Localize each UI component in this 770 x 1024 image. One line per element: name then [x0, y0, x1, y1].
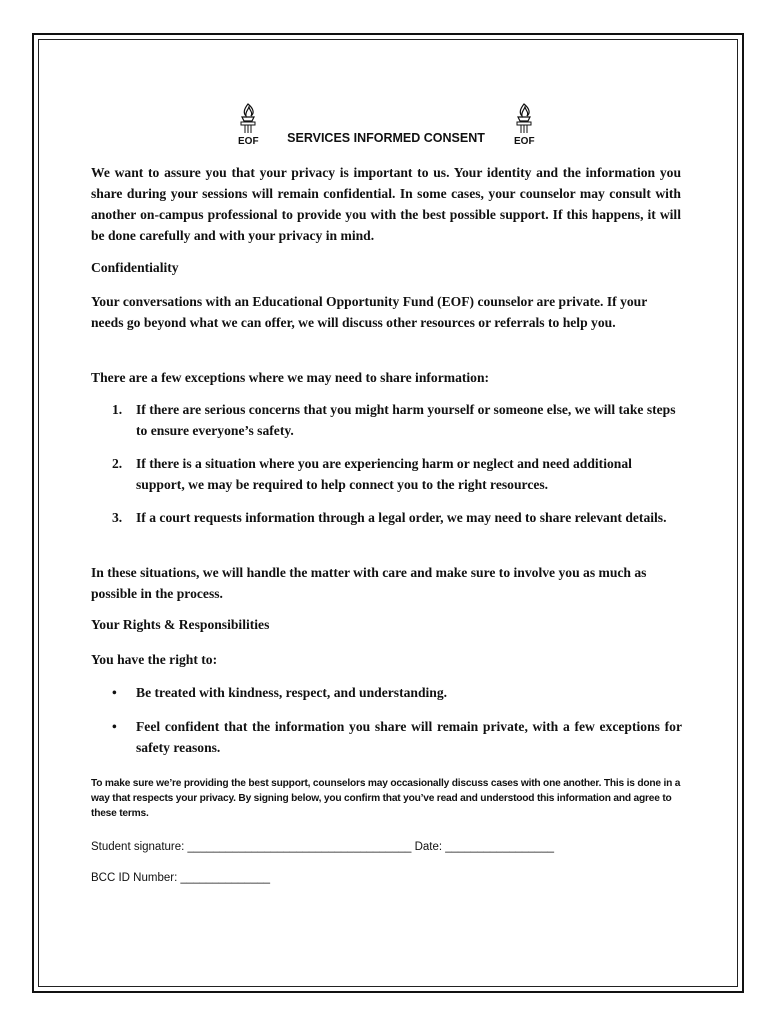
document-header	[233, 98, 539, 148]
exception-item-2	[112, 453, 682, 495]
bullet-text: Feel confident that the information you share will remain private, with a few exceptions for safety reasons.	[136, 719, 682, 755]
rights-bullet-1	[112, 682, 682, 703]
rights-bullet-2	[112, 716, 682, 758]
exceptions-closing: In these situations, we will handle the matter with care and make sure to involve you as much as possible in the process.	[91, 565, 647, 601]
exception-text: If there are serious concerns that you might harm yourself or someone else, we will take steps to ensure everyone’s safety.	[136, 402, 676, 438]
document-title: SERVICES INFORMED CONSENT	[287, 131, 485, 145]
confidentiality-heading: Confidentiality	[91, 260, 179, 275]
exceptions-intro: There are a few exceptions where we may need to share information:	[91, 370, 490, 385]
logo-text-left: EOF	[238, 136, 259, 147]
id-number-line[interactable]: BCC ID Number: ______________	[91, 872, 271, 884]
confidentiality-paragraph: Your conversations with an Educational Opportunity Fund (EOF) counselor are private. If your needs go beyond what we can offer, we will discuss other resources or referrals to help you.	[91, 294, 648, 330]
bullet-text: Be treated with kindness, respect, and understanding.	[136, 685, 448, 700]
list-number: 3.	[112, 510, 123, 525]
exception-item-3	[112, 507, 682, 528]
agreement-paragraph: To make sure we’re providing the best support, counselors may occasionally discuss cases with one another. This is done in a way that respects your privacy. By signing below, you confirm that you’ve read and understood this information and agree to these terms.	[91, 778, 681, 819]
exception-item-1	[112, 399, 682, 441]
logo-text-right: EOF	[514, 136, 535, 147]
exception-text: If there is a situation where you are experiencing harm or neglect and need additional support, we may be required to help connect you to the right resources.	[136, 456, 632, 492]
exception-text: If a court requests information through a legal order, we may need to share relevant details.	[136, 510, 667, 525]
bullet-marker: •	[112, 719, 117, 734]
rights-heading: Your Rights & Responsibilities	[91, 617, 270, 632]
signature-line[interactable]: Student signature: ___________________________________ Date: _________________	[91, 841, 554, 853]
list-number: 1.	[112, 402, 123, 417]
eof-torch-logo-right	[509, 100, 539, 148]
list-number: 2.	[112, 456, 123, 471]
intro-paragraph: We want to assure you that your privacy is important to us. Your identity and the information you share during your sessions will remain confidential. In some cases, your counselor may consult with another on-campus professional to provide you with the best possible support. If this happens, it will be done carefully and with your privacy in mind.	[91, 165, 681, 243]
eof-torch-logo-left	[233, 100, 263, 148]
bullet-marker: •	[112, 685, 117, 700]
rights-intro: You have the right to:	[91, 652, 218, 667]
